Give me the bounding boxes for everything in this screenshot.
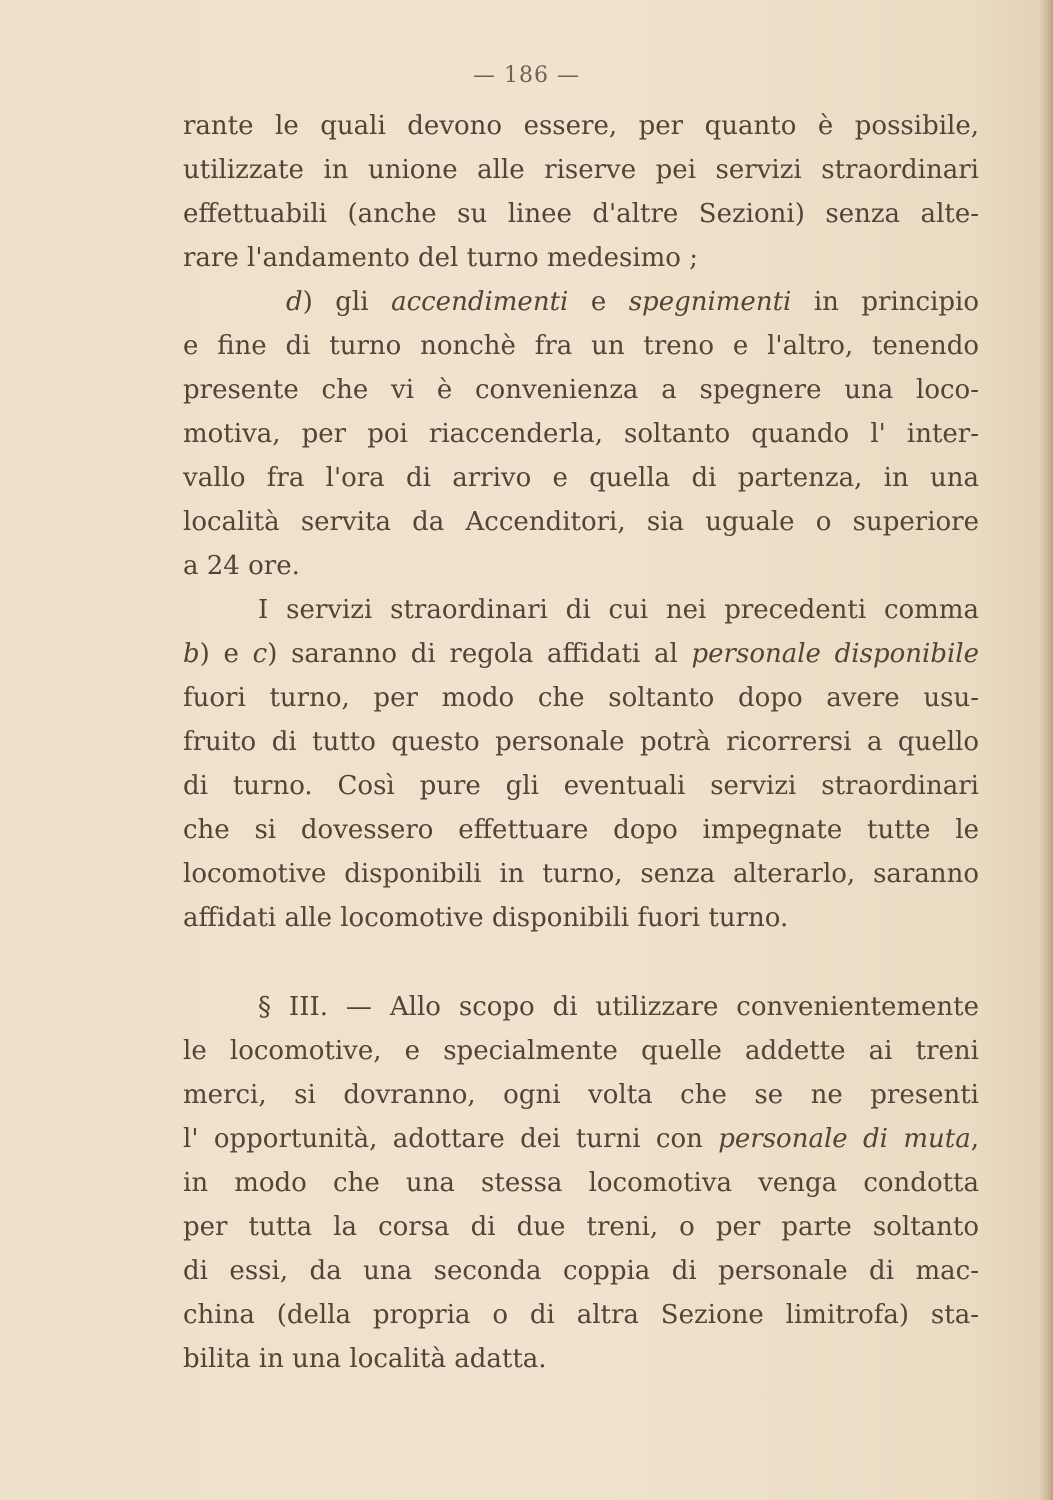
item-letter-c: c xyxy=(252,639,268,669)
text-line: fuori turno, per modo che soltanto dopo avere usu- xyxy=(183,683,979,713)
italic-term-accendimenti: accendimenti xyxy=(391,287,569,317)
italic-term-personale-di-muta: personale di muta xyxy=(718,1124,971,1154)
text-line: fruito di tutto questo personale potrà ricorrersi a quello xyxy=(183,727,979,757)
text-fragment: l' opportunità, adottare dei turni con xyxy=(183,1124,719,1154)
text-line: di turno. Così pure gli eventuali servizi straordinari xyxy=(183,771,979,801)
text-line: le locomotive, e specialmente quelle addette ai treni xyxy=(183,1036,979,1066)
text-line: per tutta la corsa di due treni, o per parte soltanto xyxy=(183,1212,979,1242)
text-line: vallo fra l'ora di arrivo e quella di partenza, in una xyxy=(183,463,979,493)
text-line: affidati alle locomotive disponibili fuori turno. xyxy=(183,903,789,933)
section-heading-line: § III. — Allo scopo di utilizzare convenientemente xyxy=(258,992,979,1022)
text-line: china (della propria o di altra Sezione limitrofa) sta- xyxy=(183,1300,979,1330)
text-line: località servita da Accenditori, sia uguale o superiore xyxy=(183,507,979,537)
text-line: presente che vi è convenienza a spegnere una loco- xyxy=(183,375,979,405)
text-line-personale-di-muta xyxy=(183,1117,979,1161)
item-letter-d: d xyxy=(286,287,303,317)
section-gap xyxy=(183,940,979,985)
text-line: I servizi straordinari di cui nei precedenti comma xyxy=(258,595,979,625)
page-number: — 186 — xyxy=(473,63,580,88)
text-fragment: ) gli xyxy=(302,287,392,317)
text-line: effettuabili (anche su linee d'altre Sezioni) senza alte- xyxy=(183,199,979,229)
text-line-items-bc xyxy=(183,632,979,676)
text-fragment: in principio xyxy=(791,287,980,317)
italic-term-personale-disponibile: personale disponibile xyxy=(691,639,979,669)
text-fragment: ) saranno di regola affidati al xyxy=(267,639,692,669)
text-line: merci, si dovranno, ogni volta che se ne presenti xyxy=(183,1080,979,1110)
text-line: bilita in una località adatta. xyxy=(183,1344,547,1374)
text-line: locomotive disponibili in turno, senza alterarlo, saranno xyxy=(183,859,979,889)
text-line: di essi, da una seconda coppia di personale di mac- xyxy=(183,1256,979,1286)
text-line: rare l'andamento del turno medesimo ; xyxy=(183,243,698,273)
text-line: rante le quali devono essere, per quanto è possibile, xyxy=(183,111,979,141)
text-line-item-d xyxy=(183,280,979,324)
text-line: e fine di turno nonchè fra un treno e l'altro, tenendo xyxy=(183,331,979,361)
page-edge-shadow xyxy=(1039,0,1053,1500)
text-fragment: ) e xyxy=(199,639,253,669)
text-line: a 24 ore. xyxy=(183,551,300,581)
item-letter-b: b xyxy=(183,639,200,669)
body-text xyxy=(183,104,979,1381)
italic-term-spegnimenti: spegnimenti xyxy=(628,287,792,317)
text-fragment: , xyxy=(970,1124,979,1154)
text-line: che si dovessero effettuare dopo impegnate tutte le xyxy=(183,815,979,845)
text-line: utilizzate in unione alle riserve pei servizi straordinari xyxy=(183,155,979,185)
text-line: in modo che una stessa locomotiva venga condotta xyxy=(183,1168,979,1198)
text-fragment: e xyxy=(568,287,629,317)
text-line: motiva, per poi riaccenderla, soltanto quando l' inter- xyxy=(183,419,979,449)
